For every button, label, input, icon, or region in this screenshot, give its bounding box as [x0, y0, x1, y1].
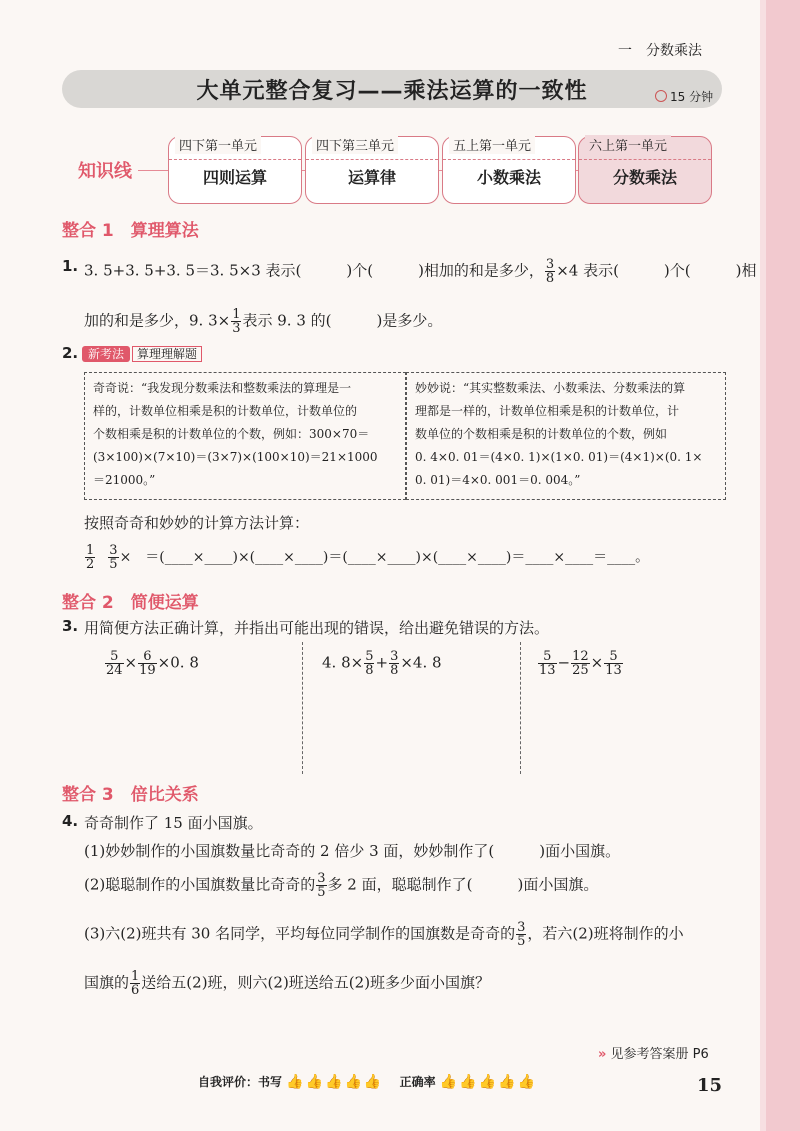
sub-question-3-cont: 国旗的 $\frac{1}{6}$ 送给五(2)班，则六(2)班送给五(2)班多少面小国旗？	[84, 969, 491, 998]
time-limit	[655, 88, 713, 105]
knowledge-node	[168, 136, 302, 204]
quote-box-miaomiao: 妙妙说：“其实整数乘法、小数乘法、分数乘法的算 理都是一样的，计数单位相乘是积的计数单位，计 数单位的个数相乘是积的计数单位的个数，例如 0. 4×0. 01＝(4×0. 1)×(1×0. 01)＝(4×1)×(0. 1× 0. 01)＝4×0. 001＝0. 004。”	[406, 372, 726, 500]
node-unit: 四下第一单元	[175, 135, 261, 154]
knowledge-node	[442, 136, 576, 204]
sub-question-2: (2)聪聪制作的小国旗数量比奇奇的 $\frac{3}{5}$ 多 2 面，聪聪制作了( )面小国旗。	[84, 871, 599, 900]
page-edge	[766, 0, 800, 1131]
section-heading: 整合 2 简便运算	[62, 593, 199, 613]
expression-1: $\frac{5}{24}$ × $\frac{6}{19}$ ×0. 8	[106, 649, 199, 678]
node-topic: 小数乘法	[476, 168, 541, 187]
question-text: 用简便方法正确计算，并指出可能出现的错误，给出避免错误的方法。	[84, 619, 550, 637]
sub-question-1: (1)妙妙制作的小国旗数量比奇奇的 2 倍少 3 面，妙妙制作了( )面小国旗。	[84, 842, 621, 860]
self-evaluation[interactable]: 自我评价：书写 👍👍👍👍👍 正确率 👍👍👍👍👍	[198, 1074, 537, 1090]
clock-icon	[655, 90, 667, 102]
sub-question-3: (3)六(2)班共有 30 名同学，平均每位同学制作的国旗数是奇奇的 $\frac{3}{5}$ ，若六(2)班将制作的小	[84, 920, 684, 949]
thumbs-up-icon: 👍👍👍👍👍	[286, 1074, 384, 1090]
question-text: 加的和是多少，9. 3× $\frac{1}{3}$ 表示 9. 3 的( )是多少。	[84, 307, 443, 336]
page-title: 大单元整合复习——乘法运算的一致性	[196, 79, 588, 104]
divider	[302, 642, 303, 774]
question-tag: 新考法 算理理解题	[82, 345, 202, 362]
thumbs-up-icon: 👍👍👍👍👍	[439, 1074, 537, 1090]
calculation-line[interactable]: $\frac{1}{2}$ $\frac{3}{5}$ × ＝(____×____)×(____×____)＝(____×____)×(____×____)＝____×____＝____。	[86, 543, 650, 572]
question-number: 1.	[62, 257, 79, 275]
node-unit: 四下第三单元	[312, 135, 398, 154]
section-heading: 整合 1 算理算法	[62, 221, 199, 241]
knowledge-node	[578, 136, 712, 204]
instruction-text: 按照奇奇和妙妙的计算方法计算：	[84, 514, 310, 532]
question-text: 3. 5+3. 5+3. 5＝3. 5×3 表示( )个( )相加的和是多少， $\frac{3}{8}$ ×4 表示( )个( )相	[84, 257, 757, 286]
question-text: 奇奇制作了 15 面小国旗。	[84, 814, 263, 832]
node-topic: 分数乘法	[612, 168, 677, 187]
page-number: 15	[697, 1075, 723, 1096]
chapter-header: 一 分数乘法	[618, 43, 702, 59]
knowledge-node	[305, 136, 439, 204]
divider	[520, 642, 521, 774]
section-heading: 整合 3 倍比关系	[62, 785, 199, 805]
question-number: 2.	[62, 344, 79, 362]
title-banner	[62, 70, 722, 108]
expression-3: $\frac{5}{13}$ − $\frac{12}{25}$ × $\frac{5}{13}$	[539, 649, 622, 678]
chevron-right-icon: »	[598, 1047, 607, 1062]
time-text: 15 分钟	[670, 90, 714, 104]
page-edge-inner	[760, 0, 766, 1131]
question-number: 3.	[62, 617, 79, 635]
question-number: 4.	[62, 812, 79, 830]
node-unit: 五上第一单元	[449, 135, 535, 154]
answer-reference: » 见参考答案册 P6	[598, 1047, 709, 1062]
quote-box-qiqi: 奇奇说：“我发现分数乘法和整数乘法的算理是一 样的，计数单位相乘是积的计数单位，计数单位的 个数相乘是积的计数单位的个数，例如：300×70＝ (3×100)×(7×10)＝(3×7)×(100×10)＝21×1000 ＝21000。”	[84, 372, 406, 500]
node-topic: 四则运算	[202, 168, 267, 187]
knowledge-line-label: 知识线	[78, 161, 132, 182]
node-unit: 六上第一单元	[585, 135, 671, 154]
expression-2: 4. 8× $\frac{5}{8}$ + $\frac{3}{8}$ ×4. 8	[322, 649, 442, 678]
node-topic: 运算律	[347, 168, 396, 187]
